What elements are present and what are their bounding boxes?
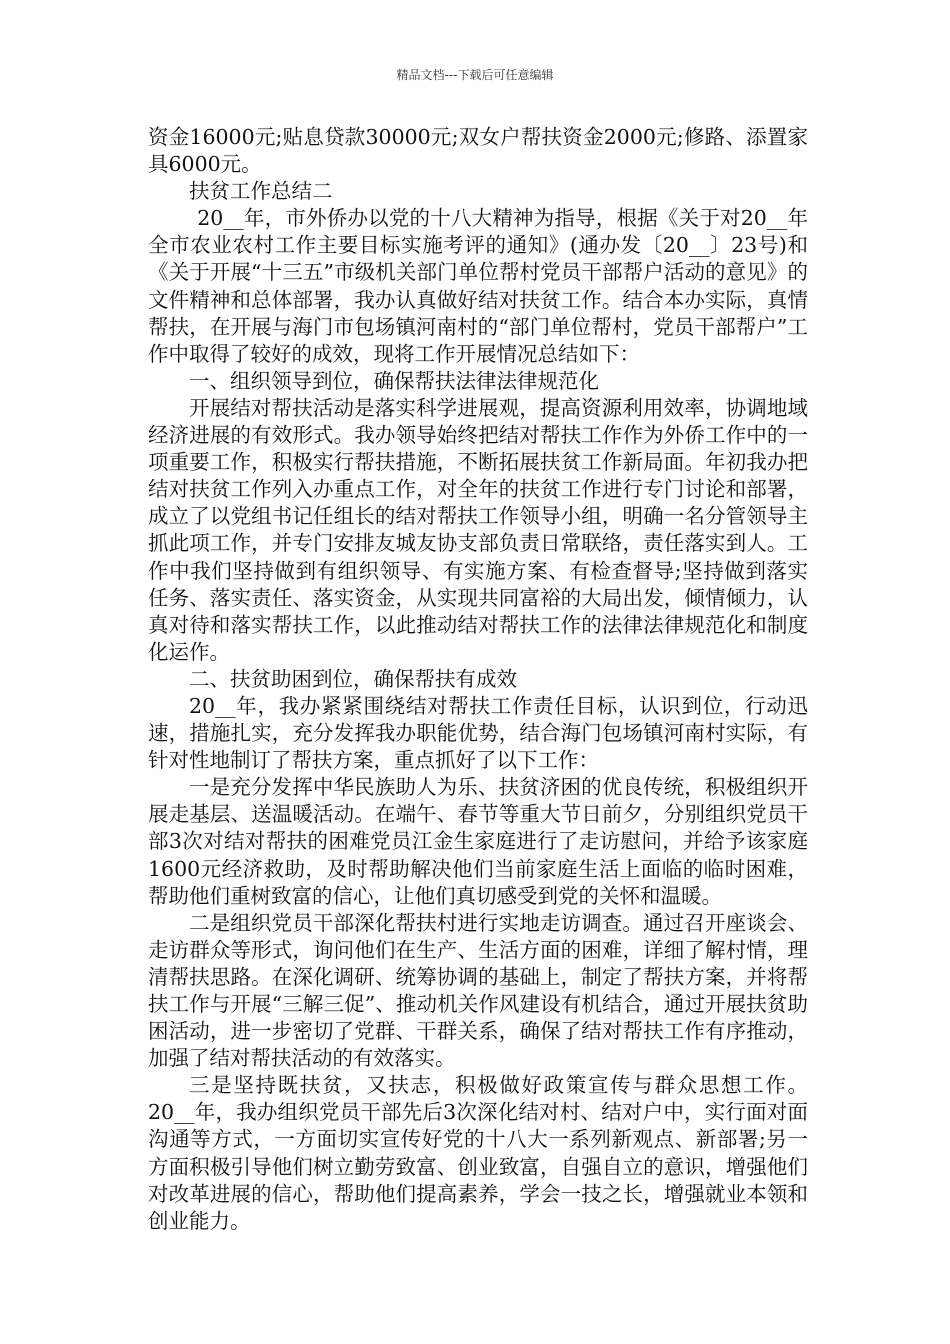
paragraph-point-one: 一是充分发挥中华民族助人为乐、扶贫济困的优良传统，积极组织开展走基层、送温暖活动。在端午、春节等重大节日前夕，分别组织党员干部3次对结对帮扶的困难党员江金生家庭进行了走访慰问，并给予该家庭1600元经济救助，及时帮助解决他们当前家庭生活上面临的临时困难，帮助他们重树致富的信心，让他们真切感受到党的关怀和温暖。 bbox=[148, 775, 808, 908]
heading-organization: 一、组织领导到位，确保帮扶法律法律规范化 bbox=[189, 368, 599, 393]
paragraph-point-three: 三是坚持既扶贫，又扶志，积极做好政策宣传与群众思想工作。20__年，我办组织党员干部先后3次深化结对村、结对户中，实行面对面沟通等方式，一方面切实宣传好党的十八大一系列新观点、新部署;另一方面积极引导他们树立勤劳致富、创业致富，自强自立的意识，增强他们对改革进展的信心，帮助他们提高素养，学会一技之长，增强就业本领和创业能力。 bbox=[148, 1073, 808, 1233]
paragraph-intro: 20__年，市外侨办以党的十八大精神为指导，根据《关于对20__年全市农业农村工作主要目标实施考评的通知》(通办发〔20__〕23号)和《关于开展“十三五”市级机关部门单位帮村党员干部帮户活动的意见》的文件精神和总体部署，我办认真做好结对扶贫工作。结合本办实际，真情帮扶，在开展与海门市包场镇河南村的“部门单位帮村，党员干部帮户”工作中取得了较好的成效，现将工作开展情况总结如下： bbox=[148, 206, 808, 366]
heading-poverty-relief: 二、扶贫助困到位，确保帮扶有成效 bbox=[189, 666, 517, 691]
paragraph-funding-continuation: 资金16000元;贴息贷款30000元;双女户帮扶资金2000元;修路、添置家具6000元。 bbox=[148, 125, 808, 177]
page-header: 精品文档---下载后可任意编辑 bbox=[396, 68, 554, 82]
paragraph-organization: 开展结对帮扶活动是落实科学进展观，提高资源利用效率，协调地域经济进展的有效形式。我办领导始终把结对帮扶工作作为外侨工作中的一项重要工作，积极实行帮扶措施，不断拓展扶贫工作新局面。年初我办把结对扶贫工作列入办重点工作，对全年的扶贫工作进行专门讨论和部署，成立了以党组书记任组长的结对帮扶工作领导小组，明确一名分管领导主抓此项工作，并专门安排友城友协支部负责日常联络，责任落实到人。工作中我们坚持做到有组织领导、有实施方案、有检查督导;坚持做到落实任务、落实责任、落实资金，从实现共同富裕的大局出发，倾情倾力，认真对待和落实帮扶工作，以此推动结对帮扶工作的法律法律规范化和制度化运作。 bbox=[148, 395, 808, 664]
section-title: 扶贫工作总结二 bbox=[189, 179, 333, 204]
document-body bbox=[148, 124, 808, 1235]
paragraph-poverty-relief: 20__年，我办紧紧围绕结对帮扶工作责任目标，认识到位，行动迅速，措施扎实，充分发挥我办职能优势，结合海门包场镇河南村实际，有针对性地制订了帮扶方案，重点抓好了以下工作： bbox=[148, 693, 808, 773]
paragraph-point-two: 二是组织党员干部深化帮扶村进行实地走访调查。通过召开座谈会、走访群众等形式，询问他们在生产、生活方面的困难，详细了解村情，理清帮扶思路。在深化调研、统筹协调的基础上，制定了帮扶方案，并将帮扶工作与开展“三解三促”、推动机关作风建设有机结合，通过开展扶贫助困活动，进一步密切了党群、干群关系，确保了结对帮扶工作有序推动，加强了结对帮扶活动的有效落实。 bbox=[148, 910, 808, 1071]
